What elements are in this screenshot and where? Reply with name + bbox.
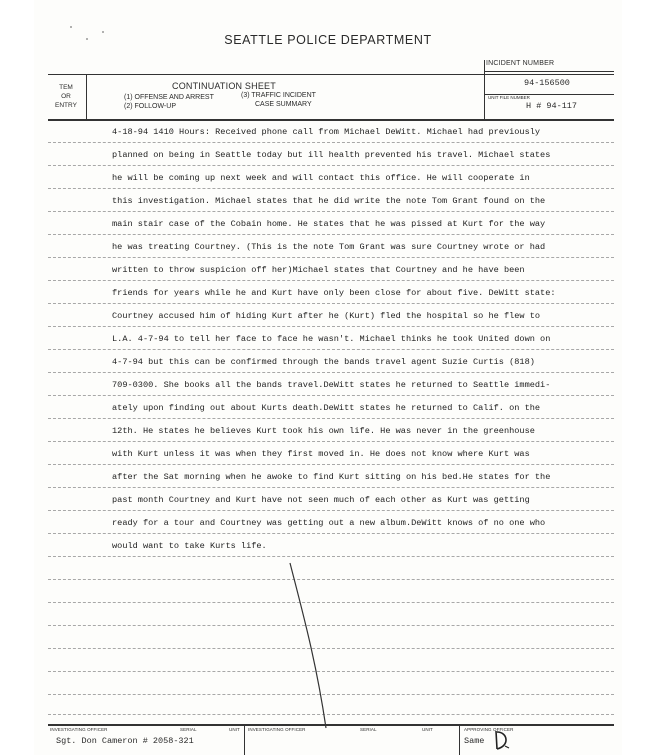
approving-initials-signature (492, 728, 514, 754)
investigating-officer-label-2: INVESTIGATING OFFICER (248, 727, 306, 732)
department-title: SEATTLE POLICE DEPARTMENT (224, 33, 432, 47)
unit-file-label: UNIT FILE NUMBER (488, 95, 530, 100)
item-entry-label: TEM OR ENTRY (55, 84, 77, 109)
sheet-title: CONTINUATION SHEET (172, 81, 276, 91)
narrative-line: he was treating Courtney. (This is the note Tom Grant was sure Courtney wrote or had (112, 242, 546, 252)
divider (459, 724, 460, 755)
narrative-line: past month Courtney and Kurt have not seen much of each other as Kurt was getting (112, 495, 530, 505)
divider (48, 724, 614, 726)
narrative-line: 12th. He states he believes Kurt took his own life. He was never in the greenhouse (112, 426, 535, 436)
incident-number-label: INCIDENT NUMBER (486, 60, 555, 67)
blank-area-strike-line (34, 0, 622, 755)
narrative-line: would want to take Kurts life. (112, 541, 267, 551)
unit-label: UNIT (229, 727, 240, 732)
narrative-line: with Kurt unless it was when they first moved in. He does not know where Kurt was (112, 449, 530, 459)
narrative-line: 709-0300. She books all the bands travel.DeWitt states he returned to Seattle immedi- (112, 380, 551, 390)
narrative-line: after the Sat morning when he awoke to find Kurt sitting on his bed.He states for the (112, 472, 551, 482)
narrative-line: ately upon finding out about Kurts death.DeWitt states he returned to Calif. on the (112, 403, 541, 413)
option-case-summary: CASE SUMMARY (255, 101, 312, 108)
serial-label-2: SERIAL (360, 727, 377, 732)
option-offense-arrest: (1) OFFENSE AND ARREST (124, 94, 214, 101)
officer-value: Sgt. Don Cameron # 2058-321 (56, 736, 194, 746)
narrative-line: friends for years while he and Kurt have only been close for about five. DeWitt state: (112, 288, 556, 298)
approving-officer-label: APPROVING OFFICER (464, 727, 514, 732)
narrative-line: this investigation. Michael states that he did write the note Tom Grant found on the (112, 196, 546, 206)
incident-number: 94-156500 (524, 78, 570, 88)
report-page (34, 0, 622, 755)
narrative-line: 4-7-94 but this can be confirmed through the bands travel agent Suzie Curtis (818) (112, 357, 535, 367)
narrative-line: main stair case of the Cobain home. He states that he was pissed at Kurt for the way (112, 219, 546, 229)
unit-file-number: H # 94-117 (526, 101, 578, 111)
approving-officer-value: Same (464, 736, 485, 746)
narrative-line: planned on being in Seattle today but ill health prevented his travel. Michael states (112, 150, 551, 160)
narrative-line: he will be coming up next week and will contact this office. He will cooperate in (112, 173, 530, 183)
narrative-line: L.A. 4-7-94 to tell her face to face he wasn't. Michael thinks he took United down on (112, 334, 551, 344)
narrative-line: Courtney accused him of hiding Kurt after he (Kurt) fled the hospital so he flew to (112, 311, 541, 321)
option-traffic-incident: (3) TRAFFIC INCIDENT (241, 92, 316, 99)
unit-label-2: UNIT (422, 727, 433, 732)
divider (244, 724, 245, 755)
narrative-line: written to throw suspicion off her)Michael states that Courtney and he have been (112, 265, 525, 275)
narrative-line: ready for a tour and Courtney was getting out a new album.DeWitt knows of no one who (112, 518, 546, 528)
option-follow-up: (2) FOLLOW-UP (124, 103, 176, 110)
narrative-line: 4-18-94 1410 Hours: Received phone call from Michael DeWitt. Michael had previously (112, 127, 541, 137)
investigating-officer-label: INVESTIGATING OFFICER (50, 727, 108, 732)
serial-label: SERIAL (180, 727, 197, 732)
